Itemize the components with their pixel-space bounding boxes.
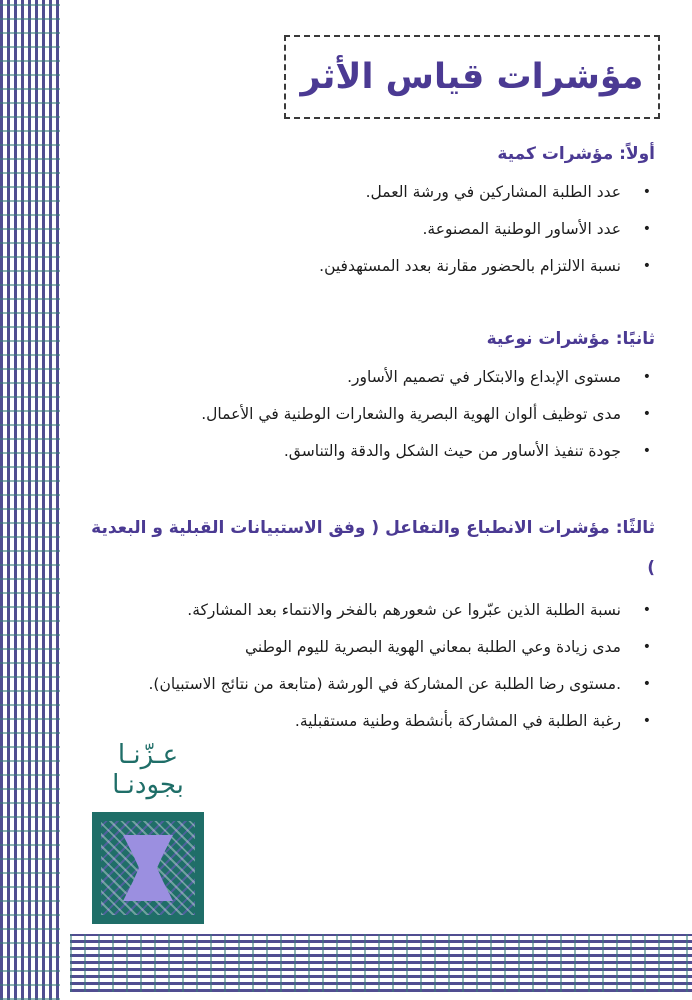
- list-item: • عدد الطلبة المشاركين في ورشة العمل.: [80, 174, 655, 211]
- left-decorative-border: [0, 0, 60, 1000]
- vase-icon: [123, 835, 173, 901]
- list-item: • مستوى الإبداع والابتكار في تصميم الأساور.: [80, 359, 655, 396]
- content: [80, 138, 655, 778]
- page-title: مؤشرات قياس الأثر: [300, 57, 644, 97]
- section-impression: [80, 508, 655, 740]
- list-item: • مدى توظيف ألوان الهوية البصرية والشعارات الوطنية في الأعمال.: [80, 396, 655, 433]
- logo-line-2: بجودنـا: [112, 770, 184, 800]
- title-box: [284, 35, 660, 119]
- bullet-list: [80, 359, 655, 470]
- section-qualitative: [80, 323, 655, 470]
- list-item: • .مستوى رضا الطلبة عن المشاركة في الورشة (متابعة من نتائج الاستبيان).: [80, 666, 655, 703]
- list-item: • مدى زيادة وعي الطلبة بمعاني الهوية البصرية لليوم الوطني: [80, 629, 655, 666]
- section-heading: ثالثًا: مؤشرات الانطباع والتفاعل ( وفق الاستبيانات القبلية و البعدية ): [91, 518, 655, 578]
- bottom-decorative-border: [70, 934, 692, 992]
- list-item: • عدد الأساور الوطنية المصنوعة.: [80, 211, 655, 248]
- emblem-icon: [92, 812, 204, 924]
- logo: [92, 740, 204, 924]
- section-quantitative: [80, 138, 655, 285]
- section-heading: أولاً: مؤشرات كمية: [497, 144, 655, 164]
- bullet-list: [80, 174, 655, 285]
- list-item: • جودة تنفيذ الأساور من حيث الشكل والدقة والتناسق.: [80, 433, 655, 470]
- logo-line-1: عـزّنـا: [117, 740, 179, 770]
- list-item: • رغبة الطلبة في المشاركة بأنشطة وطنية مستقبلية.: [80, 703, 655, 740]
- list-item: • نسبة الطلبة الذين عبّروا عن شعورهم بالفخر والانتماء بعد المشاركة.: [80, 592, 655, 629]
- list-item: • نسبة الالتزام بالحضور مقارنة بعدد المستهدفين.: [80, 248, 655, 285]
- bullet-list: [80, 592, 655, 740]
- section-heading: ثانيًا: مؤشرات نوعية: [486, 329, 655, 349]
